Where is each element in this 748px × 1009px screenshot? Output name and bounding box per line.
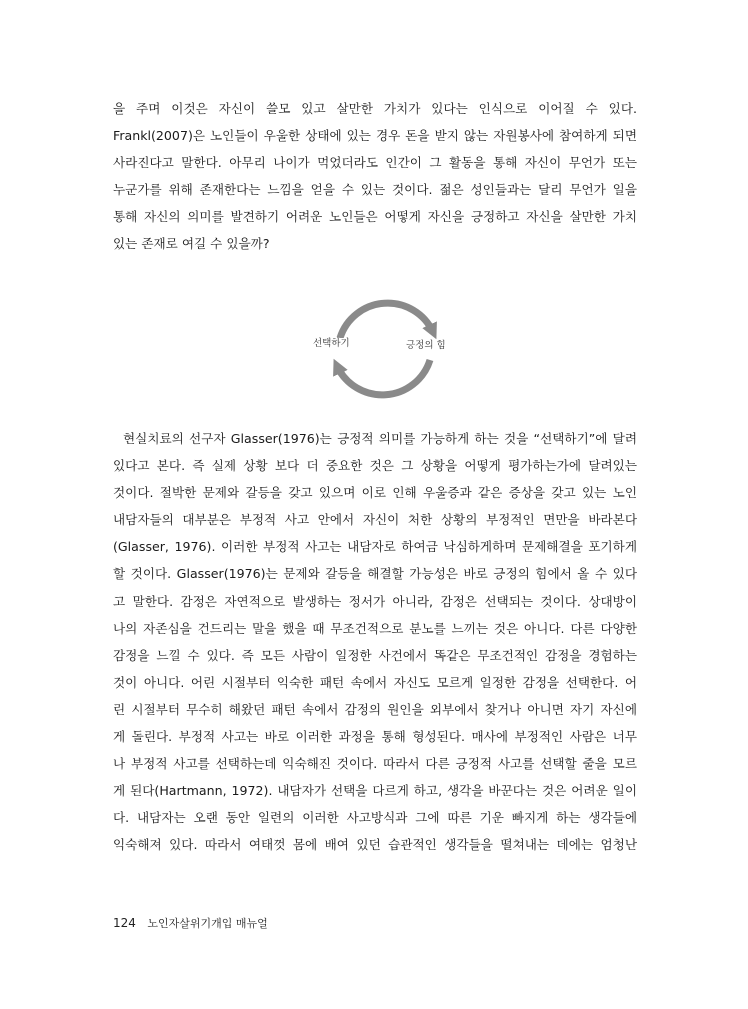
text-line: 통해 자신의 의미를 발견하기 어려운 노인들은 어떻게 자신을 긍정하고 자신을 살만한 가치	[113, 209, 637, 225]
page-footer	[113, 915, 268, 931]
text-line: (Glasser, 1976). 이러한 부정적 사고는 내담자로 하여금 낙심하게하며 문제해결을 포기하게	[113, 539, 637, 555]
choice-positivity-cycle-diagram	[300, 280, 470, 415]
text-line: 할 것이다. Glasser(1976)는 문제와 갈등을 해결할 가능성은 바로 긍정의 힘에서 올 수 있다	[113, 566, 637, 582]
text-line: 있다고 본다. 즉 실제 상황 보다 더 중요한 것은 그 상황을 어떻게 평가하는가에 달려있는	[113, 458, 637, 474]
text-line: 내담자들의 대부분은 부정적 사고 안에서 자신이 처한 상황의 부정적인 면만을 바라본다	[113, 512, 637, 528]
text-line: 누군가를 위해 존재한다는 느낌을 얻을 수 있는 것이다. 젊은 성인들과는 달리 무언가 일을	[113, 182, 637, 198]
book-title: 노인자살위기개입 매뉴얼	[147, 917, 268, 930]
text-line: 있는 존재로 여길 수 있을까?	[113, 236, 270, 252]
page-number: 124	[113, 916, 136, 930]
positive-power-label: 긍정의 힘	[406, 340, 446, 351]
text-line: 사라진다고 말한다. 아무리 나이가 먹었더라도 인간이 그 활동을 통해 자신이 무언가 또는	[113, 155, 637, 171]
upper-arc-arrow	[340, 303, 433, 338]
text-line: 현실치료의 선구자 Glasser(1976)는 긍정적 의미를 가능하게 하는 것을 “선택하기”에 달려	[123, 431, 637, 446]
text-line: 게 돌린다. 부정적 사고는 바로 이러한 과정을 통해 형성된다. 매사에 부정적인 사람은 너무	[113, 729, 637, 745]
text-line: 게 된다(Hartmann, 1972). 내담자가 선택을 다르게 하고, 생각을 바꾼다는 것은 어려운 일이	[113, 783, 637, 799]
text-line: 린 시절부터 무수히 해왔던 패턴 속에서 감정의 원인을 외부에서 찾거나 아니면 자기 자신에	[113, 701, 637, 717]
text-line: 감정을 느낄 수 있다. 즉 모든 사람이 일정한 사건에서 똑같은 무조건적인 감정을 경험하는	[113, 647, 637, 663]
text-line: 익숙해져 있다. 따라서 여태껏 몸에 배여 있던 습관적인 생각들을 떨쳐내는 데에는 엄청난	[113, 837, 637, 853]
text-line: 것이 아니다. 어린 시절부터 익숙한 패턴 속에서 자신도 모르게 일정한 감정을 선택한다. 어	[113, 674, 637, 690]
text-line: 고 말한다. 감정은 자연적으로 발생하는 정서가 아니라, 감정은 선택되는 것이다. 상대방이	[113, 593, 637, 609]
text-line: Frankl(2007)은 노인들이 우울한 상태에 있는 경우 돈을 받지 않는 자원봉사에 참여하게 되면	[113, 128, 637, 144]
select-label: 선택하기	[313, 338, 350, 349]
text-line: 것이다. 절박한 문제와 갈등을 갖고 있으며 이로 인해 우울증과 같은 증상을 갖고 있는 노인	[113, 485, 637, 501]
text-line: 나의 자존심을 건드리는 말을 했을 때 무조건적으로 분노를 느끼는 것은 아니다. 다른 다양한	[113, 620, 637, 636]
paragraph-1	[113, 95, 637, 258]
text-line: 나 부정적 사고를 선택하는데 익숙해진 것이다. 따라서 다른 긍정적 사고를 선택할 줄을 모르	[113, 756, 637, 772]
text-line: 다. 내담자는 오랜 동안 일련의 이러한 사고방식과 그에 따른 기운 빠지게 하는 생각들에	[113, 810, 637, 826]
text-line: 을 주며 이것은 자신이 쓸모 있고 살만한 가치가 있다는 인식으로 이어질 수 있다.	[113, 101, 637, 116]
paragraph-2	[113, 425, 637, 859]
lower-arc-arrow	[337, 360, 430, 395]
